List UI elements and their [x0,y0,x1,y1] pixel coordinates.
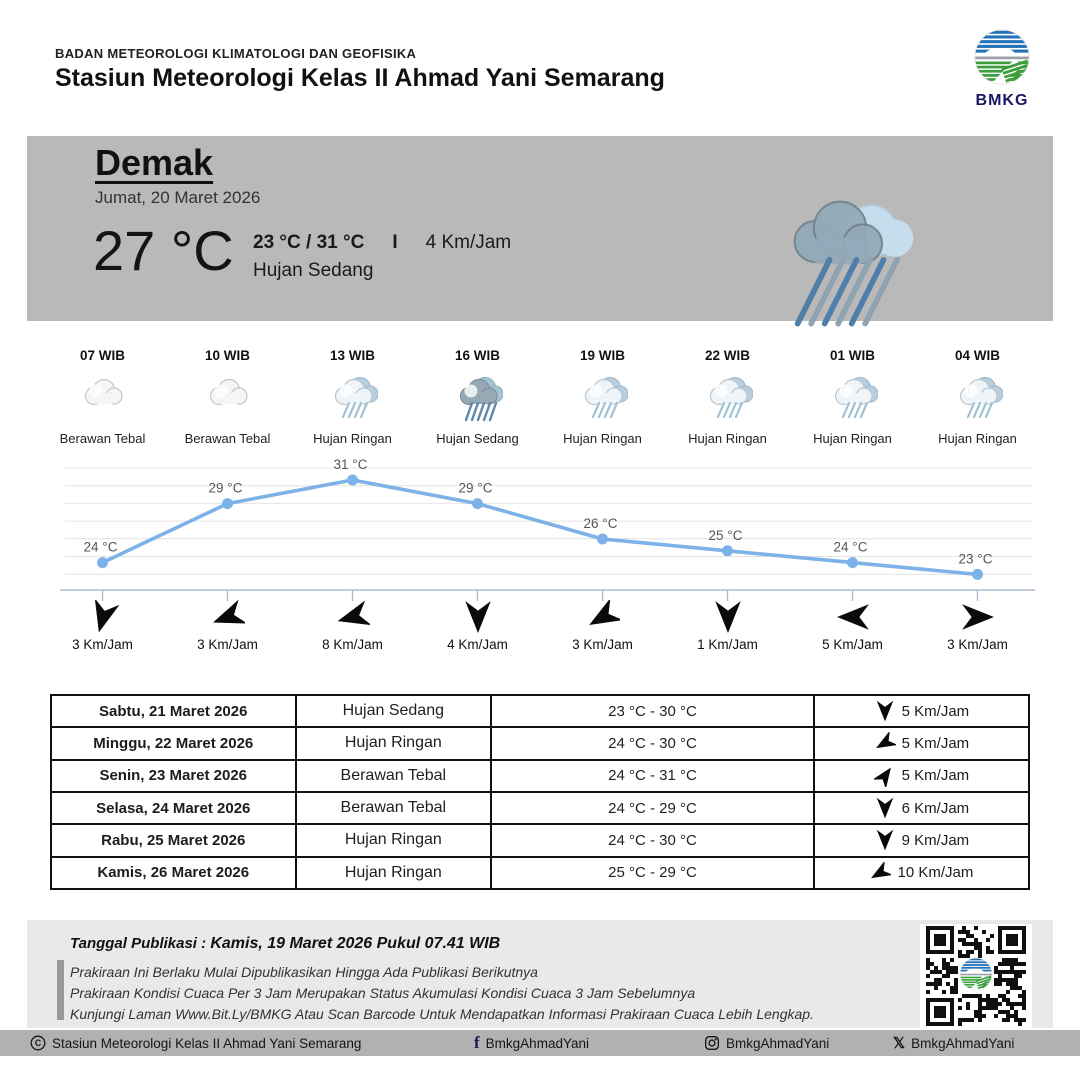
wind-direction-icon [461,600,495,634]
day-wind [814,857,1029,889]
wind-cell [540,600,665,652]
wind-direction-icon [336,600,370,634]
publication-date [70,935,500,953]
day-temp-range: 23 °C - 30 °C [491,695,814,727]
day-wind-speed: 5 Km/Jam [901,767,970,785]
wind-direction-icon [586,600,620,634]
day-date: Sabtu, 21 Maret 2026 [51,695,296,727]
day-wind [814,727,1029,759]
cloud-thick-icon [165,373,290,425]
wind-direction-icon [711,600,745,634]
facebook-icon: f [474,1033,480,1052]
day-condition: Hujan Sedang [296,695,492,727]
temperature-chart [40,450,1040,605]
svg-text:26 °C: 26 °C [583,516,618,531]
day-wind [814,760,1029,792]
wind-direction-icon [961,600,995,634]
wind-direction-icon [211,600,245,634]
day-condition: Hujan Ringan [296,857,492,889]
rain-medium-icon [415,373,540,425]
wind-speed: 3 Km/Jam [72,637,133,652]
hour-condition: Hujan Ringan [563,431,642,446]
wind-speed: 3 Km/Jam [197,637,258,652]
current-summary [253,232,511,282]
day-date: Kamis, 26 Maret 2026 [51,857,296,889]
wind-speed: 3 Km/Jam [947,637,1008,652]
rain-light-icon [540,373,665,425]
copyright-item [30,1035,361,1051]
hour-condition: Hujan Sedang [436,431,519,446]
wind-direction-icon [836,600,870,634]
hourly-cell [665,348,790,446]
svg-text:31 °C: 31 °C [333,457,368,472]
bmkg-logo [952,28,1052,110]
svg-text:23 °C: 23 °C [958,551,993,567]
publication-value: Kamis, 19 Maret 2026 Pukul 07.41 WIB [210,935,501,952]
current-wind-speed: 4 Km/Jam [425,232,512,253]
rain-light-icon [790,373,915,425]
table-row [51,695,1029,727]
wind-direction-icon [874,765,896,787]
notes-accent-bar [57,960,64,1020]
daily-forecast-table [50,694,1030,890]
rain-medium-icon [753,196,938,336]
day-temp-range: 24 °C - 29 °C [491,792,814,824]
hour-time: 19 WIB [579,348,625,363]
hourly-cell [915,348,1040,446]
day-wind [814,792,1029,824]
wind-speed: 1 Km/Jam [697,637,758,652]
table-row [51,824,1029,856]
wind-row [40,600,1040,652]
hour-condition: Hujan Ringan [313,431,392,446]
copyright-text: Stasiun Meteorologi Kelas II Ahmad Yani Semarang [52,1035,362,1051]
day-wind-speed: 9 Km/Jam [901,831,970,849]
cloud-thick-icon [40,373,165,425]
hour-condition: Berawan Tebal [59,431,146,446]
footer-note: Prakiraan Ini Berlaku Mulai Dipublikasikan Hingga Ada Publikasi Berikutnya [70,964,538,980]
current-temperature: 27 °C [93,219,234,282]
day-date: Selasa, 24 Maret 2026 [51,792,296,824]
hour-time: 16 WIB [454,348,500,363]
day-wind-speed: 5 Km/Jam [901,734,970,752]
hour-condition: Hujan Ringan [813,431,892,446]
svg-text:29 °C: 29 °C [458,480,493,496]
svg-text:C: C [34,1038,42,1049]
x-item [893,1034,1014,1052]
wind-direction-icon [869,862,891,884]
minmax-temperature: 23 °C / 31 °C [253,232,365,253]
hour-time: 07 WIB [79,348,125,363]
hour-time: 04 WIB [954,348,1000,363]
svg-text:25 °C: 25 °C [708,527,743,543]
current-conditions-banner [27,136,1053,321]
x-handle: BmkgAhmadYani [911,1035,1015,1051]
hour-condition: Hujan Ringan [688,431,767,446]
hour-time: 13 WIB [329,348,375,363]
day-wind-speed: 10 Km/Jam [897,864,974,882]
wind-cell [165,600,290,652]
hourly-cell [415,348,540,446]
hour-time: 10 WIB [204,348,250,363]
wind-speed: 5 Km/Jam [822,637,883,652]
day-condition: Hujan Ringan [296,824,492,856]
day-temp-range: 24 °C - 30 °C [491,727,814,759]
social-bar [0,1030,1080,1056]
day-date: Minggu, 22 Maret 2026 [51,727,296,759]
table-row [51,727,1029,759]
wind-speed: 3 Km/Jam [572,637,633,652]
wind-cell [290,600,415,652]
bmkg-logo-label: BMKG [975,92,1029,109]
rain-light-icon [665,373,790,425]
wind-direction-icon [874,700,896,722]
footer-note: Kunjungi Laman Www.Bit.Ly/BMKG Atau Scan Barcode Untuk Mendapatkan Informasi Prakiraan Cuaca Lebih Lengkap. [70,1006,814,1022]
city-name: Demak [95,142,214,183]
facebook-handle: BmkgAhmadYani [485,1035,589,1051]
day-condition: Berawan Tebal [296,760,492,792]
day-wind-speed: 5 Km/Jam [901,702,970,720]
separator: I [392,232,398,253]
wind-cell [415,600,540,652]
wind-cell [40,600,165,652]
wind-direction-icon [874,797,896,819]
wind-cell [790,600,915,652]
agency-name: BADAN METEOROLOGI KLIMATOLOGI DAN GEOFISIKA [55,46,417,61]
current-date: Jumat, 20 Maret 2026 [95,188,261,207]
day-temp-range: 24 °C - 31 °C [491,760,814,792]
wind-cell [915,600,1040,652]
publication-label: Tanggal Publikasi : [70,935,207,952]
hourly-row [40,348,1040,446]
svg-text:24 °C: 24 °C [83,539,118,555]
day-date: Senin, 23 Maret 2026 [51,760,296,792]
wind-speed: 8 Km/Jam [322,637,383,652]
qr-center-logo [959,957,993,996]
instagram-icon [704,1035,720,1051]
hour-time: 22 WIB [704,348,750,363]
x-icon: 𝕏 [893,1035,906,1052]
footer-notes [70,962,814,1025]
hour-time: 01 WIB [829,348,875,363]
day-temp-range: 25 °C - 29 °C [491,857,814,889]
rain-light-icon [290,373,415,425]
instagram-item [704,1035,829,1051]
day-condition: Hujan Ringan [296,727,492,759]
footer-note: Prakiraan Kondisi Cuaca Per 3 Jam Merupakan Status Akumulasi Kondisi Cuaca 3 Jam Sebelumnya [70,985,696,1001]
hourly-cell [790,348,915,446]
wind-speed: 4 Km/Jam [447,637,508,652]
hour-condition: Hujan Ringan [938,431,1017,446]
day-wind [814,824,1029,856]
table-row [51,760,1029,792]
wind-cell [665,600,790,652]
hourly-cell [165,348,290,446]
hourly-cell [290,348,415,446]
hourly-cell [40,348,165,446]
day-wind-speed: 6 Km/Jam [901,799,970,817]
instagram-handle: BmkgAhmadYani [726,1035,830,1051]
current-condition: Hujan Sedang [253,260,374,281]
day-temp-range: 24 °C - 30 °C [491,824,814,856]
wind-direction-icon [86,600,120,634]
station-name: Stasiun Meteorologi Kelas II Ahmad Yani Semarang [55,64,665,92]
wind-direction-icon [874,829,896,851]
day-date: Rabu, 25 Maret 2026 [51,824,296,856]
bmkg-logo-icon [973,73,1031,90]
rain-light-icon [915,373,1040,425]
svg-text:29 °C: 29 °C [208,480,243,496]
publication-footer [27,920,1053,1028]
svg-text:24 °C: 24 °C [833,539,868,555]
day-wind [814,695,1029,727]
report-header [55,46,665,93]
day-condition: Berawan Tebal [296,792,492,824]
table-row [51,792,1029,824]
hourly-cell [540,348,665,446]
facebook-item [474,1033,589,1053]
qr-code [920,924,1032,1028]
wind-direction-icon [874,732,896,754]
hour-condition: Berawan Tebal [184,431,271,446]
copyright-icon [30,1035,46,1051]
table-row [51,857,1029,889]
